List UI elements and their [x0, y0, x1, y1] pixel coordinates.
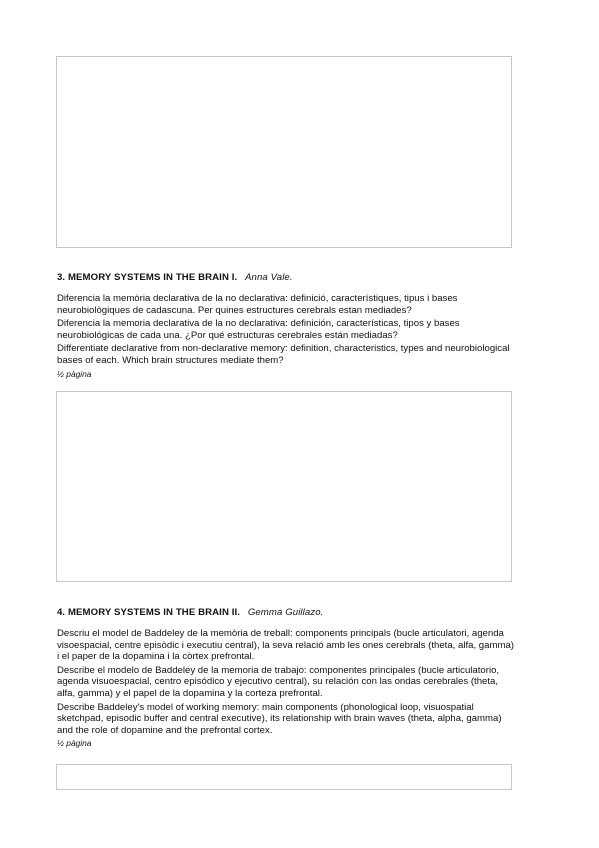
question-3-text-spanish: Diferencia la memoria declarativa de la no declarativa: definición, características, tipos y bases neurobiológicas de cada una. ¿Por qué estructuras cerebrales están mediadas?	[57, 318, 460, 341]
question-4-text-english: Describe Baddeley's model of working memory: main components (phonological loop, visuospatial sketchpad, episodic buffer and central executive), its relationship with brain waves (theta, alpha, gamma) and the role of dopamine and the prefrontal cortex.	[57, 701, 502, 736]
question-4-length-note: ½ pàgina	[57, 738, 92, 749]
answer-box-previous[interactable]	[56, 56, 512, 248]
question-3-heading	[57, 272, 515, 283]
question-3	[57, 272, 515, 379]
question-4-heading	[57, 607, 515, 618]
question-3-text-catalan: Diferencia la memòria declarativa de la no declarativa: definició, característiques, tipus i bases neurobiològiques de cadascuna. Per quines estructures cerebrals estan mediades?	[57, 293, 458, 316]
question-3-author: Anna Vale.	[245, 272, 293, 283]
question-4-title: 4. MEMORY SYSTEMS IN THE BRAIN II.	[57, 607, 241, 618]
question-4	[57, 607, 515, 748]
question-3-text-english: Differentiate declarative from non-declarative memory: definition, characteristics, types and neurobiological bases of each. Which brain structures mediate them?	[57, 343, 510, 366]
question-4-text-catalan: Descriu el model de Baddeley de la memòria de treball: components principals (bucle articulatori, agenda visoespacial, centre episòdic i executiu central), la seva relació amb les ones cerebrals (theta, alfa, gamma) i el paper de la dopamina i la còrtex prefrontal.	[57, 628, 514, 663]
answer-box-question-3[interactable]	[56, 391, 512, 582]
question-4-text-spanish: Describe el modelo de Baddeley de la memoria de trabajo: componentes principales (bucle articulatorio, agenda visuoespacial, centro episódico y ejecutivo central), su relación con las ondas cerebrales (theta, alfa, gamma) y el papel de la dopamina y la corteza prefrontal.	[57, 664, 500, 699]
answer-box-question-4[interactable]	[56, 764, 512, 790]
question-3-title: 3. MEMORY SYSTEMS IN THE BRAIN I.	[57, 272, 238, 283]
question-4-author: Gemma Guillazo.	[247, 607, 324, 618]
question-3-length-note: ½ pàgina	[57, 368, 92, 379]
